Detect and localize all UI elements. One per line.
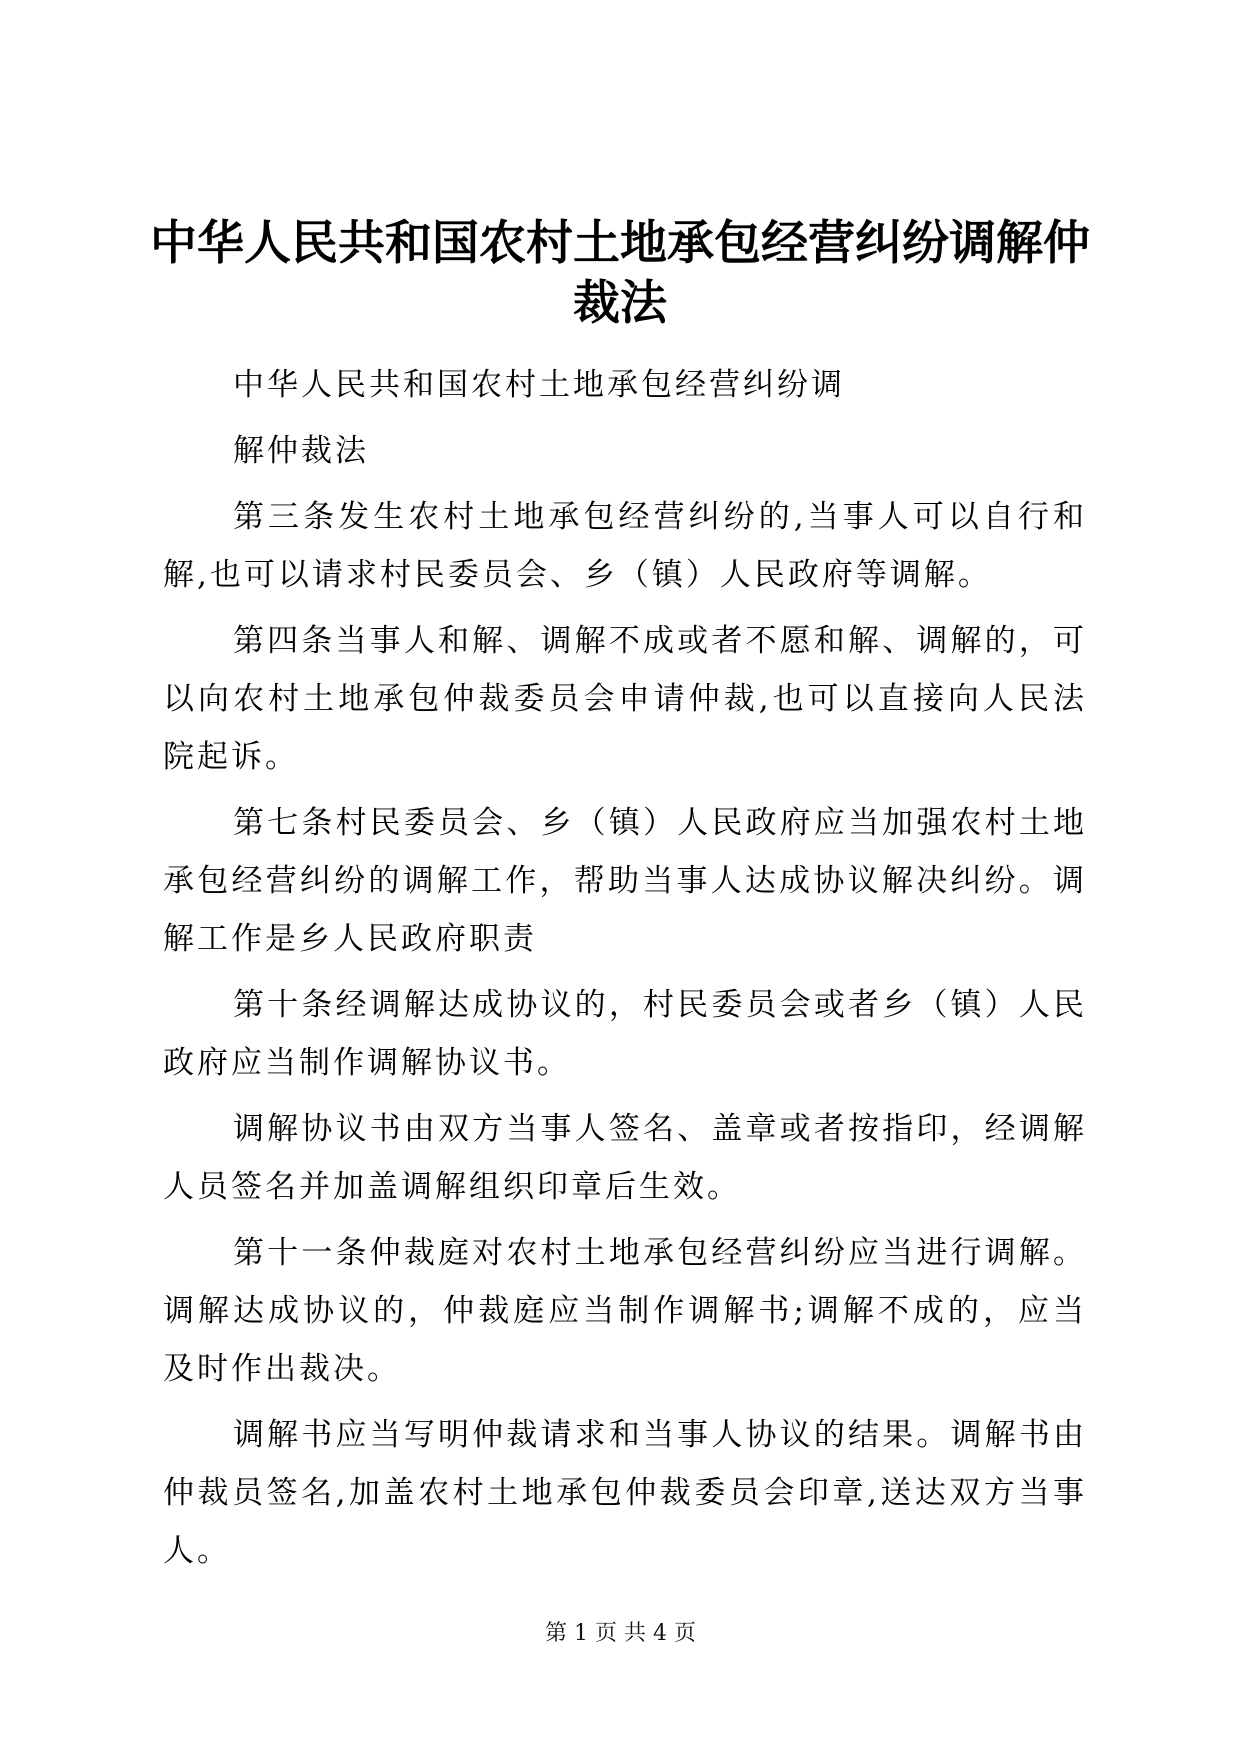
paragraph: 解仲裁法 (233, 433, 369, 469)
paragraph: 第七条村民委员会、乡（镇）人民政府应当加强农村土地承包经营纠纷的调解工作，帮助当事人达成协议解决纠纷。调解工作是乡人民政府职责 (163, 805, 1087, 957)
document-body (163, 356, 1087, 1580)
paragraph: 中华人民共和国农村土地承包经营纠纷调 (233, 367, 845, 403)
paragraph: 调解协议书由双方当事人签名、盖章或者按指印，经调解人员签名并加盖调解组织印章后生效。 (163, 1111, 1087, 1205)
paragraph: 第三条发生农村土地承包经营纠纷的,当事人可以自行和解,也可以请求村民委员会、乡（镇）人民政府等调解。 (163, 499, 1087, 593)
page-footer: 第 1 页 共 4 页 (545, 1621, 696, 1646)
paragraph: 第十一条仲裁庭对农村土地承包经营纠纷应当进行调解。调解达成协议的，仲裁庭应当制作调解书;调解不成的，应当及时作出裁决。 (163, 1235, 1087, 1387)
title-line-1: 中华人民共和国农村土地承包经营纠纷调解仲 (150, 216, 1090, 271)
paragraph: 第十条经调解达成协议的，村民委员会或者乡（镇）人民政府应当制作调解协议书。 (163, 987, 1087, 1081)
title-line-2: 裁法 (573, 276, 667, 331)
paragraph: 第四条当事人和解、调解不成或者不愿和解、调解的，可以向农村土地承包仲裁委员会申请仲裁,也可以直接向人民法院起诉。 (163, 623, 1087, 775)
document-title (150, 214, 1090, 334)
paragraph: 调解书应当写明仲裁请求和当事人协议的结果。调解书由仲裁员签名,加盖农村土地承包仲裁委员会印章,送达双方当事人。 (163, 1417, 1087, 1569)
